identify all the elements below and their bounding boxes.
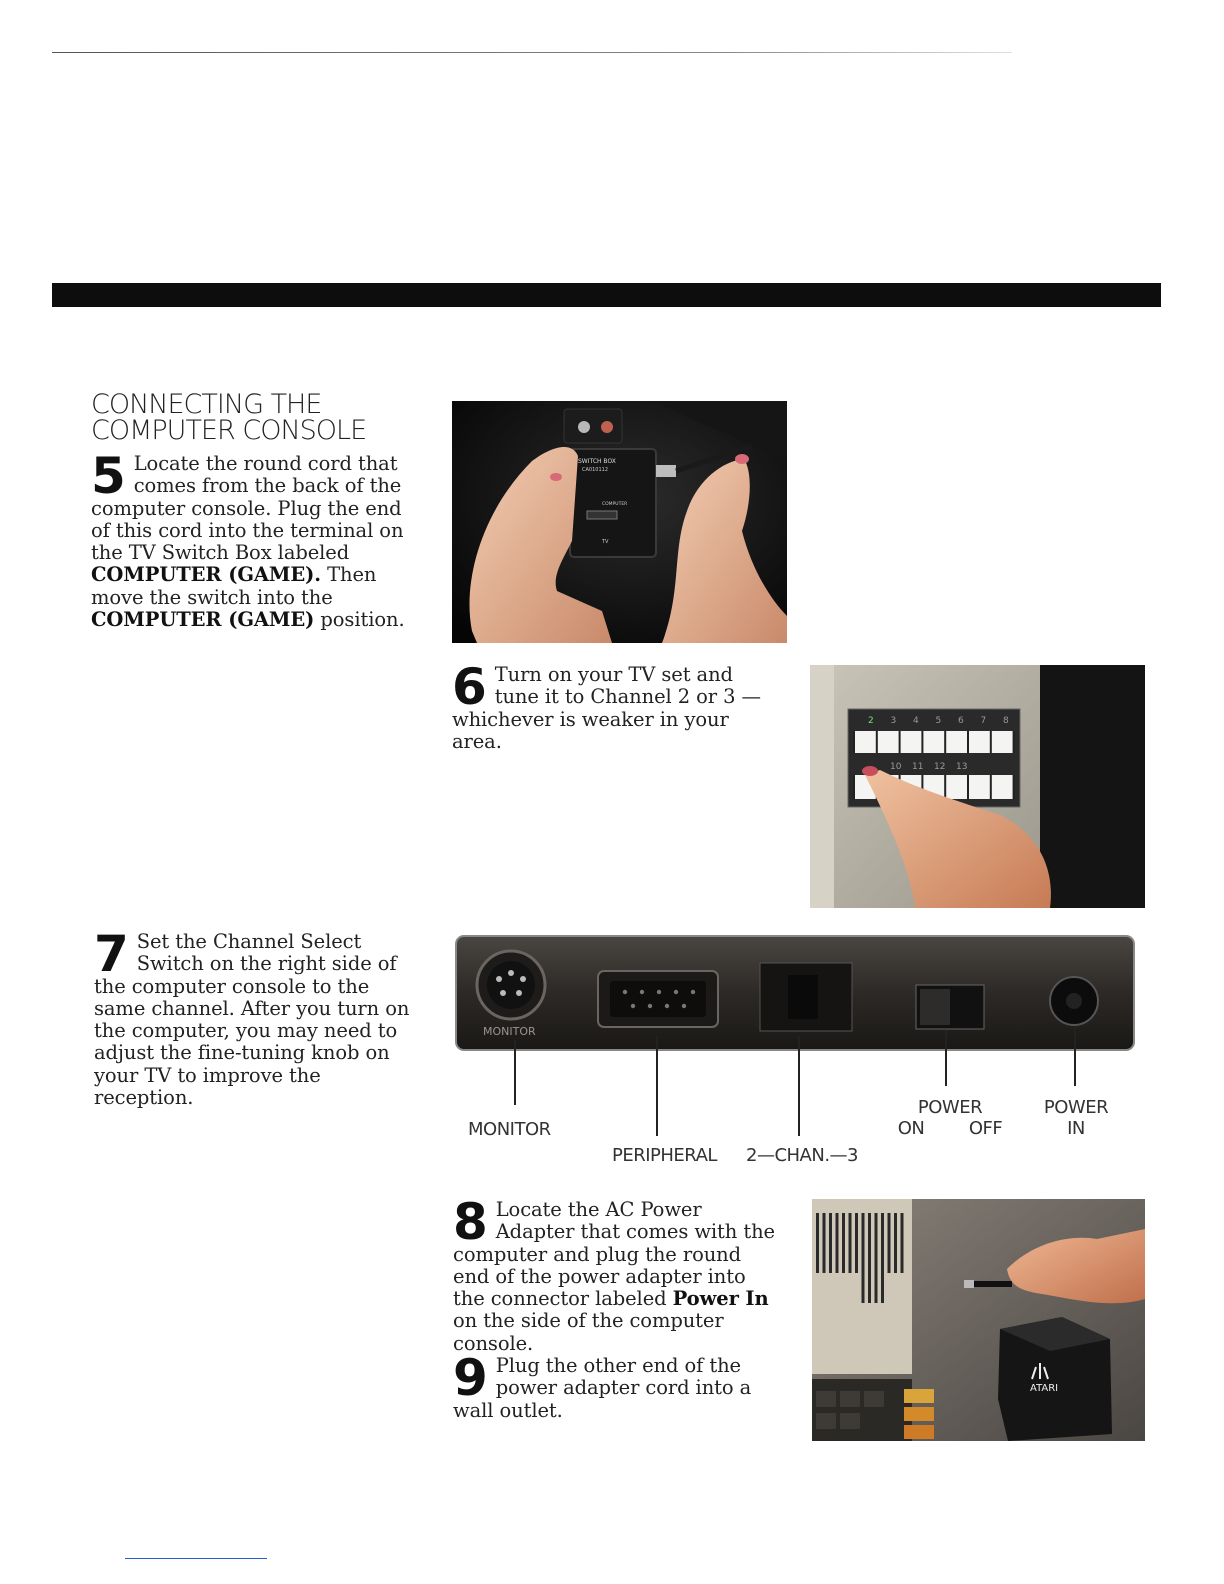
section-title-line-2: COMPUTER CONSOLE [91,415,367,446]
switch-box-computer-label: COMPUTER [602,502,628,507]
step-number: 5 [91,447,126,505]
console-side-panel-photo [455,935,1135,1053]
step-5 [91,447,416,632]
step-number: 7 [94,925,129,983]
step-text-segment: Locate the round cord that comes from the back of the computer console. Plug the end of this cord into the terminal on the TV Switch Box labeled [91,452,404,565]
step-text-segment: Set the Channel Select Switch on the right side of the computer console to the same channel. After you turn on the computer, you may need to adjust the fine-tuning knob on your TV to improve the reception. [94,930,410,1110]
monitor-callout: MONITOR [468,1119,551,1140]
step-text [94,925,410,1110]
header-band [52,283,1161,307]
atari-logo-text: ATARI [1030,1383,1059,1394]
chan-leader-line [798,1036,800,1136]
channel-number-label: 12 [934,762,946,772]
step-7 [94,925,419,1110]
channel-number-label: 13 [956,762,968,772]
step-9 [453,1349,775,1422]
step-text-segment: Locate the AC Power Adapter that comes with the computer and plug the round end of the power adapter into the connector labeled [453,1198,775,1311]
step-number: 8 [453,1193,488,1251]
switch-box-photo [452,401,787,643]
step-text [453,1193,775,1355]
power-in-callout-sub: IN [1067,1118,1085,1139]
step-emphasis: COMPUTER (GAME). [91,563,322,587]
power-adapter-photo [812,1199,1145,1441]
channel-number-label: 8 [1003,716,1009,726]
monitor-leader-line [514,1040,516,1105]
switch-box-label: SWITCH BOX [578,458,616,465]
chan-callout: 2—CHAN.—3 [746,1145,859,1166]
power-switch-leader-line [945,1030,947,1086]
step-text-segment: Then move the switch into the [91,563,377,609]
power-in-callout-title: POWER [1043,1097,1109,1118]
step-text-segment: position. [314,608,405,632]
step-text-segment: Turn on your TV set and tune it to Channel 2 or 3 — whichever is weaker in your area. [452,663,761,753]
section-title-line-1: CONNECTING THE [91,389,322,420]
step-emphasis: COMPUTER (GAME) [91,608,315,632]
bottom-rule [125,1558,267,1559]
channel-number-label: 2 [868,716,874,726]
channel-number-label: 11 [912,762,924,772]
top-rule [52,52,1012,53]
step-number: 6 [452,658,487,716]
power-off-label: OFF [968,1118,1003,1139]
switch-box-tv-label: TV [602,539,609,545]
step-emphasis: Power In [672,1287,769,1311]
step-text-segment: Plug the other end of the power adapter cord into a wall outlet. [453,1354,752,1422]
power-on-label: ON [897,1118,925,1139]
power-switch-callout-title: POWER [917,1097,983,1118]
step-text-segment: on the side of the computer console. [453,1309,724,1355]
channel-number-label: 6 [958,716,964,726]
step-6 [452,658,772,753]
channel-number-label: 5 [935,716,942,726]
peripheral-leader-line [656,1036,658,1136]
step-text [91,447,405,632]
power-switch-callout [890,1097,1010,1139]
channel-number-label: 7 [980,716,987,726]
power-in-leader-line [1074,1026,1076,1086]
power-switch-callout-states [890,1118,1010,1139]
section-title [91,389,421,446]
step-number: 9 [453,1349,488,1407]
power-in-callout [1030,1097,1122,1139]
tv-channel-buttons-photo [810,665,1145,908]
switch-box-model: CA010112 [582,467,608,473]
channel-number-label: 10 [890,762,902,772]
channel-number-label: 4 [913,716,919,726]
step-text [453,1349,752,1422]
peripheral-callout: PERIPHERAL [612,1145,717,1166]
channel-number-label: 3 [890,716,897,726]
monitor-port-engraving: MONITOR [483,1025,536,1038]
step-text [452,658,761,753]
step-8 [453,1193,775,1355]
